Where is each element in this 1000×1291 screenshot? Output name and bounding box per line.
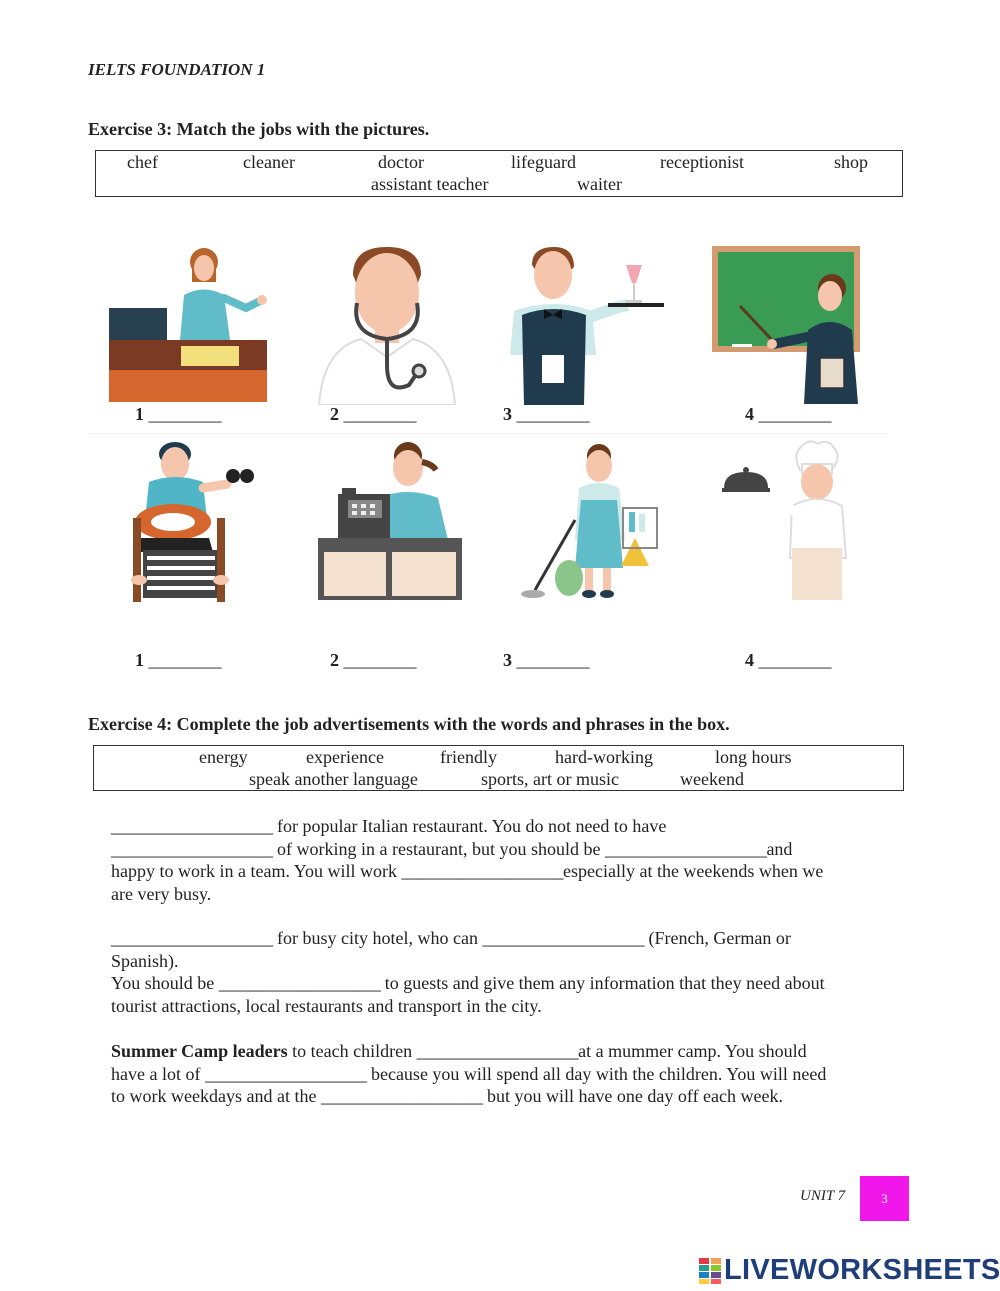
doctor-picture [313,245,461,405]
exercise-3-label-row1-3: 3 _________ [503,404,589,424]
liveworksheets-logo [698,1254,1000,1287]
exercise-4-title: Exercise 4: Complete the job advertisements with the words and phrases in the box. [88,714,730,734]
answer-blank[interactable]: ___________________ [111,838,273,859]
word-friendly: friendly [440,747,497,767]
answer-blank[interactable]: ___________________ [204,1063,367,1084]
lifeguard-picture [125,440,260,605]
answer-blank[interactable]: ___________________ [111,816,273,836]
answer-blank[interactable]: ___________________ [401,861,563,882]
exercise-3-label-row2-3: 3 _________ [503,650,589,670]
job-advertisement-2: ___________________ for busy city hotel, who can ___________________ (French, German or Spanish). You should be ___________________ to guests and give them any information that they need about tourist attractions, local restaurants and transport in the city. [111,928,825,1016]
exercise-4-word-box [93,745,904,791]
answer-blank[interactable]: _________ [343,404,416,424]
teacher-picture [708,244,870,404]
answer-blank[interactable]: ___________________ [416,1041,579,1061]
page-number: 3 [860,1176,909,1221]
answer-blank[interactable]: ___________________ [320,1086,483,1107]
answer-blank[interactable]: ___________________ [482,928,644,948]
job-advertisement-3: Summer Camp leaders to teach children ___________________at a mummer camp. You should have a lot of ___________________ because you will spend all day with the children. You will need to work weekdays and at the ___________________ but you will have one day off each week. [111,1041,827,1107]
shop-assistant-picture [316,440,464,602]
answer-blank[interactable]: _________ [516,650,589,670]
answer-blank[interactable]: _________ [148,650,221,670]
exercise-3-word-box [95,150,903,197]
word-experience: experience [306,747,384,767]
word-receptionist: receptionist [660,152,744,172]
receptionist-picture [106,240,271,405]
chef-picture [720,438,850,603]
answer-blank[interactable]: _________ [148,404,221,424]
document-header: IELTS FOUNDATION 1 [88,60,266,79]
job-advertisement-1: ___________________ for popular Italian restaurant. You do not need to have ___________________ of working in a restaurant, but you should be ___________________and happy to work in a team. You will work ___________________especially at the weekends when we are very busy. [111,816,824,904]
word-weekend: weekend [680,769,744,789]
word-waiter: waiter [577,174,622,194]
exercise-3-label-row1-4: 4 _________ [745,404,831,424]
exercise-3-title: Exercise 3: Match the jobs with the pictures. [88,119,430,139]
answer-blank[interactable]: _________ [758,404,831,424]
brand-name: LIVEWORKSHEETS [724,1254,1000,1286]
answer-blank[interactable]: ___________________ [218,973,381,994]
exercise-3-label-row1-1: 1 _________ [135,404,221,424]
word-cleaner: cleaner [243,152,295,172]
answer-blank[interactable]: ___________________ [111,928,273,948]
unit-label: UNIT 7 [800,1188,846,1204]
exercise-3-label-row1-2: 2 _________ [330,404,416,424]
word-chef: chef [127,152,158,172]
answer-blank[interactable]: _________ [758,650,831,670]
word-energy: energy [199,747,248,767]
word-speak-another-language: speak another language [249,769,418,789]
word-doctor: doctor [378,152,424,172]
exercise-3-label-row2-4: 4 _________ [745,650,831,670]
word-sports-art-music: sports, art or music [481,769,619,789]
answer-blank[interactable]: _________ [516,404,589,424]
word-shop: shop [834,152,869,172]
waiter-picture [508,245,668,405]
cleaner-picture [515,440,665,602]
liveworksheets-logo-icon [698,1257,722,1285]
word-assistant-teacher: assistant teacher [371,174,489,194]
word-lifeguard: lifeguard [511,152,576,172]
picture-divider [88,433,888,434]
answer-blank[interactable]: _________ [343,650,416,670]
word-long-hours: long hours [715,747,792,767]
exercise-3-label-row2-1: 1 _________ [135,650,221,670]
word-hard-working: hard-working [555,747,653,767]
answer-blank[interactable]: ___________________ [604,838,767,859]
exercise-3-label-row2-2: 2 _________ [330,650,416,670]
